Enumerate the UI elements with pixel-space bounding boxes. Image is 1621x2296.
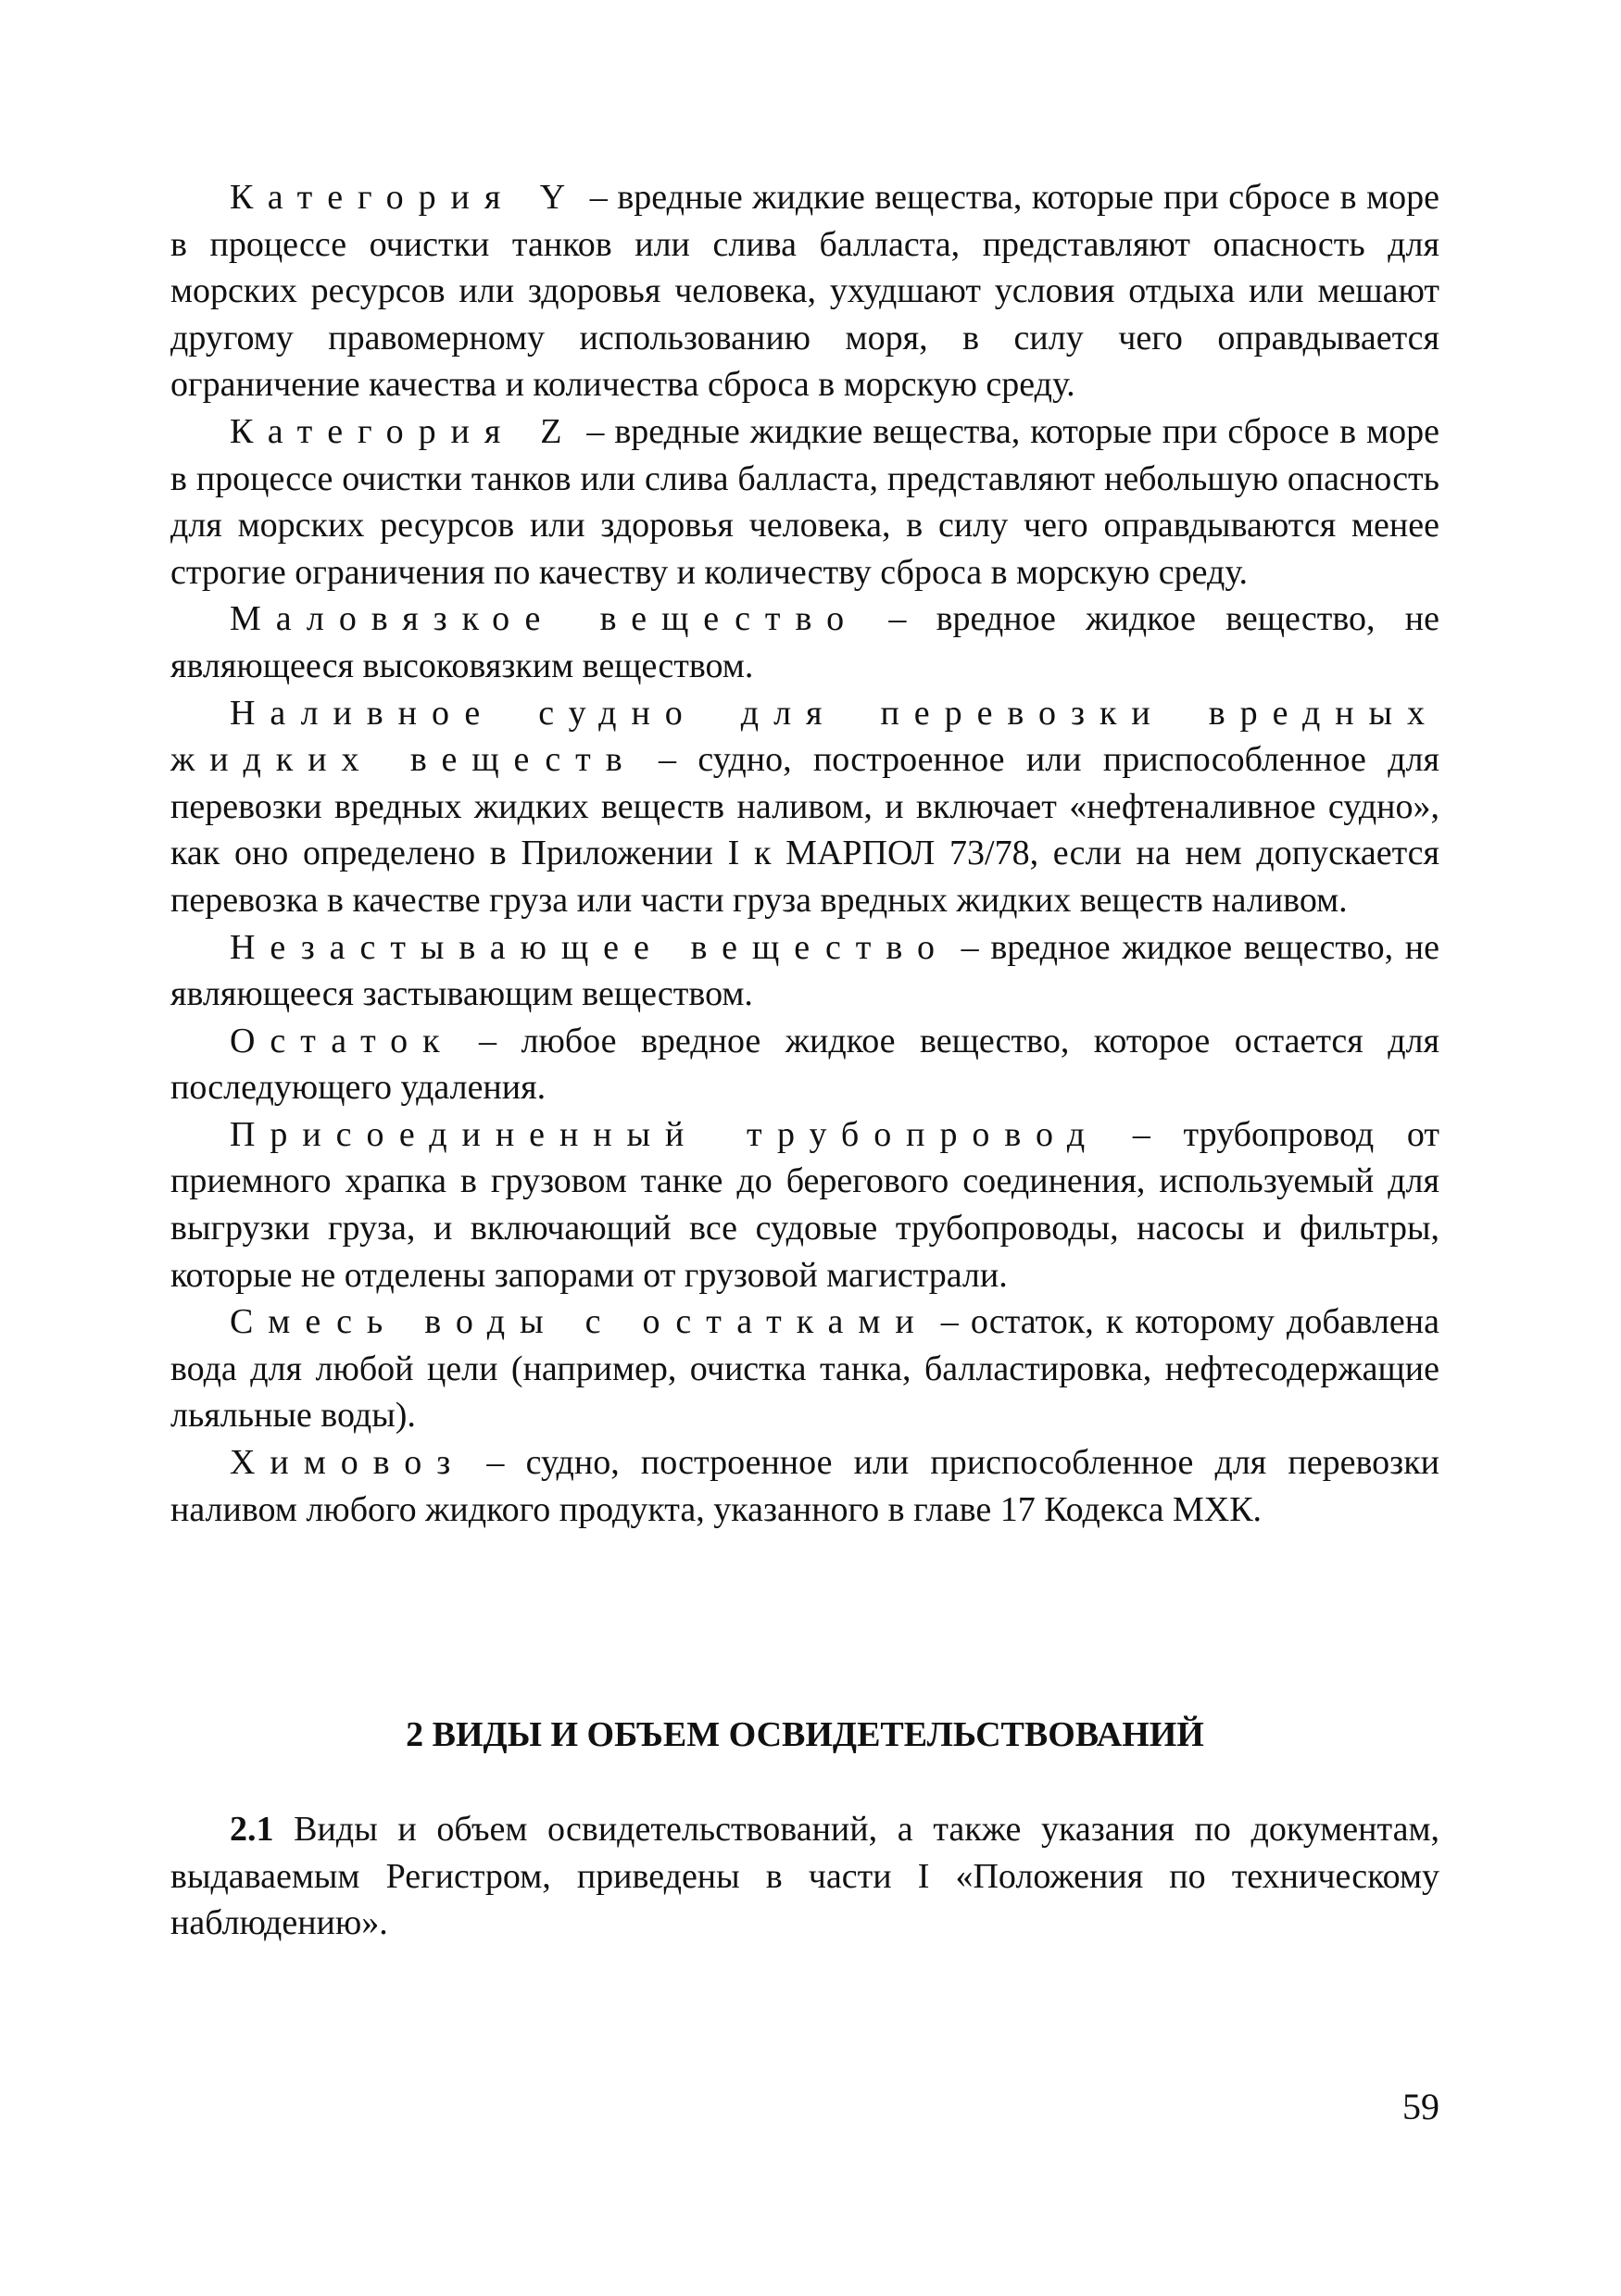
definition-paragraph <box>170 596 1439 689</box>
definition-text: – судно, построенное или приспособленное для перевозки вредных жидких веществ наливом, и включает «нефтеналивное судно», как оно определено в Приложении I к МАРПОЛ 73/78, если на нем допускается перевозка в качестве груза или части груза вредных жидких веществ наливом. <box>170 740 1439 920</box>
definition-paragraph <box>170 1299 1439 1439</box>
definition-paragraph <box>170 174 1439 408</box>
page-number: 59 <box>1402 2086 1439 2127</box>
definition-text: – вредное жидкое вещество, не являющееся застывающим веществом. <box>170 927 1439 1014</box>
definition-term: Присоединенный трубопровод <box>230 1114 1100 1154</box>
definition-text: – трубопровод от приемного храпка в грузовом танке до берегового соединения, используемый для выгрузки груза, и включающий все судовые трубопроводы, насосы и фильтры, которые не отделены запорами от грузовой магистрали. <box>170 1114 1439 1295</box>
definition-term: Остаток <box>230 1021 455 1060</box>
definition-text: – вредные жидкие вещества, которые при сбросе в море в процессе очистки танков или слива балласта, представляют небольшую опасность для морских ресурсов или здоровья человека, в силу чего оправдываются менее строгие ограничения по качеству и количеству сброса в морскую среду. <box>170 411 1439 592</box>
definition-term: Смесь воды с остатками <box>230 1302 929 1342</box>
definition-term: Категория Y <box>230 178 581 217</box>
clause-paragraph <box>170 1806 1439 1947</box>
definition-paragraph <box>170 690 1439 924</box>
definition-text: – вредные жидкие вещества, которые при сбросе в море в процессе очистки танков или слива балласта, представляют опасность для морских ресурсов или здоровья человека, ухудшают условия отдыха или мешают другому правомерному использованию моря, в силу чего оправдывается ограничение качества и количества сброса в морскую среду. <box>170 178 1439 405</box>
definition-paragraph <box>170 408 1439 596</box>
definition-text: – вредное жидкое вещество, не являющееся высоковязким веществом. <box>170 599 1439 685</box>
definition-text: – остаток, к которому добавлена вода для любой цели (например, очистка танка, балластировка, нефтесодержащие льяльные воды). <box>170 1302 1439 1436</box>
definition-paragraph <box>170 1018 1439 1111</box>
definition-term: Химовоз <box>230 1443 466 1483</box>
definition-term: Маловязкое вещество <box>230 599 860 639</box>
definition-term: Незастывающее вещество <box>230 927 949 967</box>
clause-text: Виды и объем освидетельствований, а также указания по документам, выдаваемым Регистром, приведены в части I «Положения по техническому наблюдению». <box>170 1810 1439 1943</box>
clause-number: 2.1 <box>230 1810 274 1849</box>
definitions-block <box>170 174 1439 1533</box>
definition-text: – судно, построенное или приспособленное для перевозки наливом любого жидкого продукта, указанного в главе 17 Кодекса МХК. <box>170 1443 1439 1529</box>
section-heading: 2 ВИДЫ И ОБЪЕМ ОСВИДЕТЕЛЬСТВОВАНИЙ <box>406 1715 1204 1754</box>
definition-term: Наливное судно для перевозки вредных жидких веществ <box>170 693 1439 780</box>
definition-paragraph <box>170 1439 1439 1533</box>
definition-term: Категория Z <box>230 411 577 451</box>
definition-paragraph <box>170 1111 1439 1299</box>
definition-paragraph <box>170 924 1439 1018</box>
definition-text: – любое вредное жидкое вещество, которое остается для последующего удаления. <box>170 1021 1439 1108</box>
